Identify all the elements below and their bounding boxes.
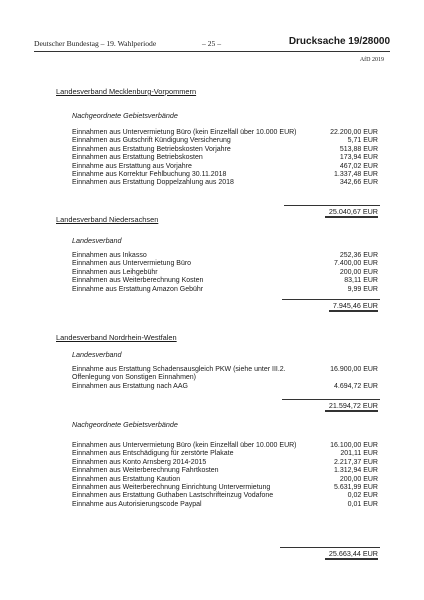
entries-list	[72, 442, 378, 509]
entry-text: Einnahme aus Erstattung Schadensausgleich PKW (siehe unter III.2. Offenlegung von Sonstigen Einnahmen)	[72, 366, 286, 382]
entry-text: Einnahmen aus Erstattung Doppelzahlung aus 2018	[72, 179, 234, 187]
total-value: 21.594,72 EUR	[325, 401, 378, 412]
page-header	[34, 36, 390, 50]
entries-list	[72, 252, 378, 294]
entry-row	[72, 163, 378, 171]
entry-row	[72, 286, 378, 294]
entry-text: Einnahmen aus Erstattung Betriebskosten Vorjahre	[72, 145, 231, 153]
entry-value: 513,88 EUR	[339, 145, 378, 153]
entry-value: 0,02 EUR	[347, 492, 378, 500]
entry-value: 1.312,94 EUR	[334, 467, 378, 475]
entry-row	[72, 501, 378, 509]
entry-text: Einnahmen aus Weiterberechnung Einrichtung Untervermietung	[72, 484, 271, 492]
section-title: Landesverband Mecklenburg-Vorpommern	[56, 87, 197, 96]
sum-rule	[282, 399, 380, 400]
entry-row	[72, 366, 378, 383]
entry-text: Einnahmen aus Erstattung Betriebskosten	[72, 154, 203, 162]
entry-text: Einnahme aus Erstattung Amazon Gebühr	[72, 285, 204, 293]
party-year: AfD 2019	[359, 57, 384, 63]
entry-value: 16.900,00 EUR	[330, 366, 378, 373]
page-number: – 25 –	[202, 39, 221, 48]
group-total	[329, 301, 378, 312]
entry-row	[72, 171, 378, 179]
sum-rule	[284, 205, 380, 206]
entry-row	[72, 129, 378, 137]
entry-text: Einnahme aus Autorisierungscode Paypal	[72, 500, 202, 508]
entry-text: Einnahmen aus Konto Arnsberg 2014-2015	[72, 458, 207, 466]
entry-value: 2.217,37 EUR	[334, 458, 378, 466]
entry-text: Einnahmen aus Entschädigung für zerstörte Plakate	[72, 450, 234, 458]
entry-value: 5,71 EUR	[347, 137, 378, 145]
entry-row	[72, 442, 378, 450]
entry-text: Einnahmen aus Untervermietung Büro (kein Einzelfall über 10.000 EUR)	[72, 442, 297, 449]
total-value: 25.663,44 EUR	[325, 549, 378, 560]
total-value: 7.945,46 EUR	[329, 301, 378, 312]
group-subtitle: Nachgeordnete Gebietsverbände	[72, 420, 178, 429]
header-rule	[34, 51, 390, 52]
entry-value: 9,99 EUR	[347, 285, 378, 293]
entry-row	[72, 269, 378, 277]
group-subtitle: Nachgeordnete Gebietsverbände	[72, 111, 178, 120]
entry-value: 16.100,00 EUR	[330, 442, 378, 449]
section-title: Landesverband Nordrhein-Westfalen	[56, 333, 177, 342]
entry-value: 252,36 EUR	[339, 252, 378, 259]
entry-value: 200,00 EUR	[339, 475, 378, 483]
header-parliament: Deutscher Bundestag – 19. Wahlperiode	[34, 39, 157, 48]
entry-text: Einnahmen aus Inkasso	[72, 252, 147, 259]
entry-row	[72, 492, 378, 500]
entry-value: 1.337,48 EUR	[334, 171, 378, 179]
section-title: Landesverband Niedersachsen	[56, 215, 159, 224]
entry-text: Einnahmen aus Erstattung nach AAG	[72, 382, 188, 390]
entry-row	[72, 260, 378, 268]
entry-row	[72, 179, 378, 187]
entry-row	[72, 252, 378, 260]
entry-row	[72, 450, 378, 458]
entry-row	[72, 154, 378, 162]
entry-row	[72, 137, 378, 145]
entry-value: 467,02 EUR	[339, 162, 378, 170]
group-total	[325, 207, 378, 218]
entry-text: Einnahmen aus Gutschrift Kündigung Versicherung	[72, 137, 231, 145]
entries-list	[72, 366, 378, 391]
entry-row	[72, 383, 378, 391]
entry-text: Einnahmen aus Erstattung Guthaben Lastschrifteinzug Vodafone	[72, 492, 274, 500]
entry-text: Einnahmen aus Weiterberechnung Kosten	[72, 277, 204, 285]
entry-text: Einnahmen aus Erstattung Kaution	[72, 475, 181, 483]
group-total	[325, 549, 378, 560]
entries-list	[72, 129, 378, 188]
entry-text: Einnahme aus Korrektur Fehlbuchung 30.11.2018	[72, 171, 227, 179]
group-subtitle: Landesverband	[72, 236, 122, 245]
sum-rule	[282, 299, 380, 300]
entry-value: 342,66 EUR	[339, 179, 378, 187]
entry-text: Einnahmen aus Weiterberechnung Fahrtkosten	[72, 467, 219, 475]
entry-value: 200,00 EUR	[339, 268, 378, 276]
entry-row	[72, 476, 378, 484]
entry-value: 0,01 EUR	[347, 500, 378, 508]
entry-row	[72, 467, 378, 475]
group-subtitle: Landesverband	[72, 350, 122, 359]
entry-row	[72, 459, 378, 467]
document-number: Drucksache 19/28000	[288, 36, 390, 47]
entry-value: 22.200,00 EUR	[330, 129, 378, 136]
entry-text: Einnahmen aus Untervermietung Büro (kein Einzelfall über 10.000 EUR)	[72, 129, 297, 136]
entry-value: 173,94 EUR	[339, 154, 378, 162]
total-value: 25.040,67 EUR	[325, 207, 378, 218]
entry-value: 4.694,72 EUR	[334, 382, 378, 390]
entry-row	[72, 277, 378, 285]
entry-text: Einnahmen aus Untervermietung Büro	[72, 260, 192, 268]
sum-rule	[280, 547, 380, 548]
group-total	[325, 401, 378, 412]
entry-value: 83,11 EUR	[344, 277, 378, 285]
entry-text: Einnahme aus Erstattung aus Vorjahre	[72, 162, 192, 170]
entry-text: Einnahmen aus Leihgebühr	[72, 268, 158, 276]
entry-value: 7.400,00 EUR	[334, 260, 378, 268]
entry-row	[72, 146, 378, 154]
entry-row	[72, 484, 378, 492]
entry-value: 201,11 EUR	[340, 450, 378, 458]
entry-value: 5.631,99 EUR	[334, 484, 378, 492]
